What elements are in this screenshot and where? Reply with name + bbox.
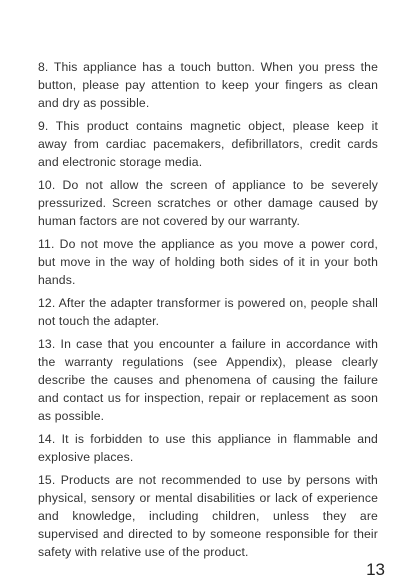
instruction-item-15: 15. Products are not recommended to use by persons with physical, sensory or mental disabilities or lack of experience and knowledge, including children, unless they are supervised and directed to by someone responsible for their safety with relative use of the product. <box>38 473 378 559</box>
instruction-item-11: 11. Do not move the appliance as you move a power cord, but move in the way of holding both sides of it in your both hands. <box>38 237 378 287</box>
instruction-item-10: 10. Do not allow the screen of appliance to be severely pressurized. Screen scratches or other damage caused by human factors are not covered by our warranty. <box>38 178 378 228</box>
instruction-item-13: 13. In case that you encounter a failure in accordance with the warranty regulations (see Appendix), please clearly describe the causes and phenomena of causing the failure and contact us for inspection, repair or replacement as soon as possible. <box>38 337 378 423</box>
instruction-item-14: 14. It is forbidden to use this appliance in flammable and explosive places. <box>38 432 378 464</box>
instruction-item-9: 9. This product contains magnetic object, please keep it away from cardiac pacemakers, defibrillators, credit cards and electronic storage media. <box>38 119 378 169</box>
page-number: 13 <box>366 560 385 579</box>
instruction-item-12: 12. After the adapter transformer is powered on, people shall not touch the adapter. <box>38 296 378 328</box>
instruction-item-8: 8. This appliance has a touch button. When you press the button, please pay attention to keep your fingers as clean and dry as possible. <box>38 60 378 110</box>
safety-instructions-list <box>38 58 378 561</box>
